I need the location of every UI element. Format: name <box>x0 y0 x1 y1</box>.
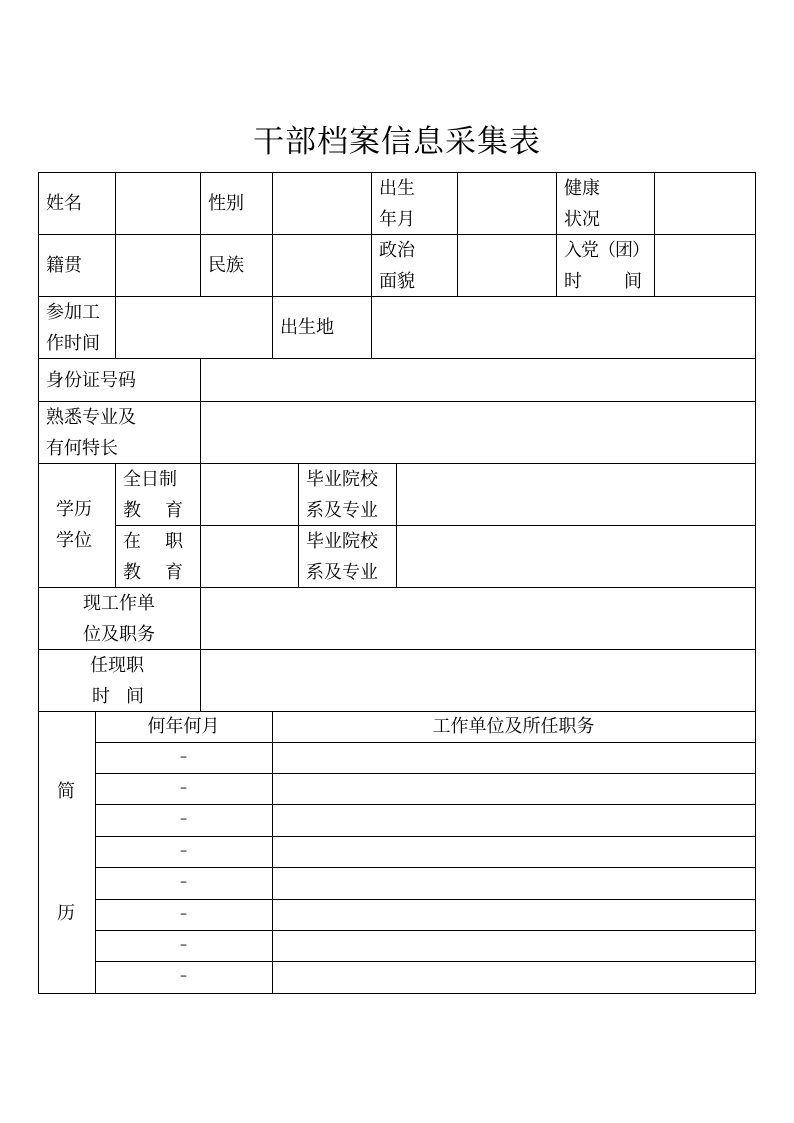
fulltime-education-label-line2 <box>123 495 183 526</box>
col-divider <box>272 711 273 993</box>
specialty-label <box>46 402 136 464</box>
ethnicity-label: 民族 <box>208 255 244 276</box>
col-divider <box>298 463 299 587</box>
form-title: 干部档案信息采集表 <box>253 124 541 160</box>
current-unit-label-line2: 位及职务 <box>83 624 155 645</box>
resume-date-cell[interactable]: – <box>180 749 187 765</box>
id-number-label: 身份证号码 <box>46 370 136 391</box>
resume-col-date-header: 何年何月 <box>147 716 220 737</box>
col-divider <box>457 172 458 296</box>
inservice-education-label <box>123 526 183 588</box>
col-divider <box>556 172 557 296</box>
resume-date-cell[interactable]: – <box>180 968 187 984</box>
resume-side-label-top: 简 <box>57 781 75 802</box>
birth-date-label-line2: 年月 <box>379 209 415 230</box>
political-status-label-line1: 政治 <box>379 240 415 261</box>
current-post-since-label <box>90 650 146 712</box>
resume-side-label-bottom: 历 <box>57 903 75 924</box>
political-status-label-line2: 面貌 <box>379 271 415 292</box>
inservice-education-label-line2 <box>123 557 183 588</box>
col-divider <box>272 296 273 358</box>
row-divider <box>38 358 756 359</box>
current-post-since-label-line1: 任现职 <box>90 655 144 676</box>
party-join-date-label-line2 <box>564 266 648 297</box>
resume-date-cell[interactable]: – <box>180 937 187 953</box>
inservice-education-label-char1: 在 <box>123 531 141 552</box>
health-label-line2: 状况 <box>564 209 600 230</box>
inservice-school-label-line2: 系及专业 <box>306 562 378 583</box>
col-divider <box>115 463 116 587</box>
party-join-date-label-char2: 间 <box>624 271 642 292</box>
inservice-education-label-line1 <box>123 526 183 557</box>
specialty-label-line1: 熟悉专业及 <box>46 407 136 428</box>
resume-date-cell[interactable]: – <box>180 843 187 859</box>
resume-col-unit-header: 工作单位及所任职务 <box>432 716 595 737</box>
specialty-label-line2: 有何特长 <box>46 438 118 459</box>
name-label: 姓名 <box>46 193 82 214</box>
table-border-bottom <box>38 993 756 994</box>
resume-date-cell[interactable]: – <box>180 811 187 827</box>
current-post-since-label-char1: 时 <box>92 686 110 707</box>
gender-label: 性别 <box>208 193 244 214</box>
col-divider <box>272 172 273 296</box>
col-divider <box>200 172 201 296</box>
birthplace-label: 出生地 <box>280 317 334 338</box>
col-divider <box>115 172 116 296</box>
col-divider <box>200 358 201 463</box>
resume-date-cell[interactable]: – <box>180 780 187 796</box>
degree-label: 学位 <box>56 530 92 551</box>
fulltime-school-label-line2: 系及专业 <box>306 500 378 521</box>
current-unit-label-line1: 现工作单 <box>83 593 155 614</box>
party-join-date-label-line1: 入党（团） <box>564 240 649 261</box>
health-label <box>564 173 600 235</box>
row-divider <box>38 401 756 402</box>
fulltime-education-label-char1: 教 <box>123 500 141 521</box>
inservice-school-label <box>306 526 378 588</box>
inservice-education-label-char2: 职 <box>165 531 183 552</box>
fulltime-education-label-line1: 全日制 <box>123 469 177 490</box>
origin-label: 籍贯 <box>46 255 82 276</box>
education-degree-label <box>56 494 92 556</box>
party-join-date-label-char1: 时 <box>564 271 582 292</box>
fulltime-education-label-char2: 育 <box>165 500 183 521</box>
fulltime-education-label <box>123 464 183 526</box>
work-start-date-label <box>46 297 100 359</box>
birth-date-label-line1: 出生 <box>379 178 415 199</box>
col-divider <box>396 463 397 587</box>
fulltime-school-label-line1: 毕业院校 <box>306 469 378 490</box>
col-divider <box>115 296 116 358</box>
political-status-label <box>379 235 415 297</box>
work-start-date-label-line2: 作时间 <box>46 333 100 354</box>
col-divider <box>200 463 201 587</box>
col-divider <box>200 587 201 711</box>
col-divider <box>371 296 372 358</box>
party-join-date-label <box>564 235 648 297</box>
education-label: 学历 <box>56 499 92 520</box>
birth-date-label <box>379 173 415 235</box>
inservice-school-label-line1: 毕业院校 <box>306 531 378 552</box>
fulltime-school-label <box>306 464 378 526</box>
health-label-line1: 健康 <box>564 178 600 199</box>
inservice-education-label-char4: 育 <box>165 562 183 583</box>
current-post-since-label-char2: 间 <box>126 686 144 707</box>
current-unit-label <box>38 588 200 650</box>
col-divider <box>654 172 655 296</box>
resume-date-cell[interactable]: – <box>180 874 187 890</box>
table-border-left <box>38 172 39 994</box>
row-divider <box>115 525 756 526</box>
inservice-education-label-char3: 教 <box>123 562 141 583</box>
work-start-date-label-line1: 参加工 <box>46 302 100 323</box>
table-border-right <box>755 172 756 994</box>
resume-date-cell[interactable]: – <box>180 906 187 922</box>
current-post-since-label-line2 <box>90 681 146 712</box>
col-divider <box>371 172 372 296</box>
